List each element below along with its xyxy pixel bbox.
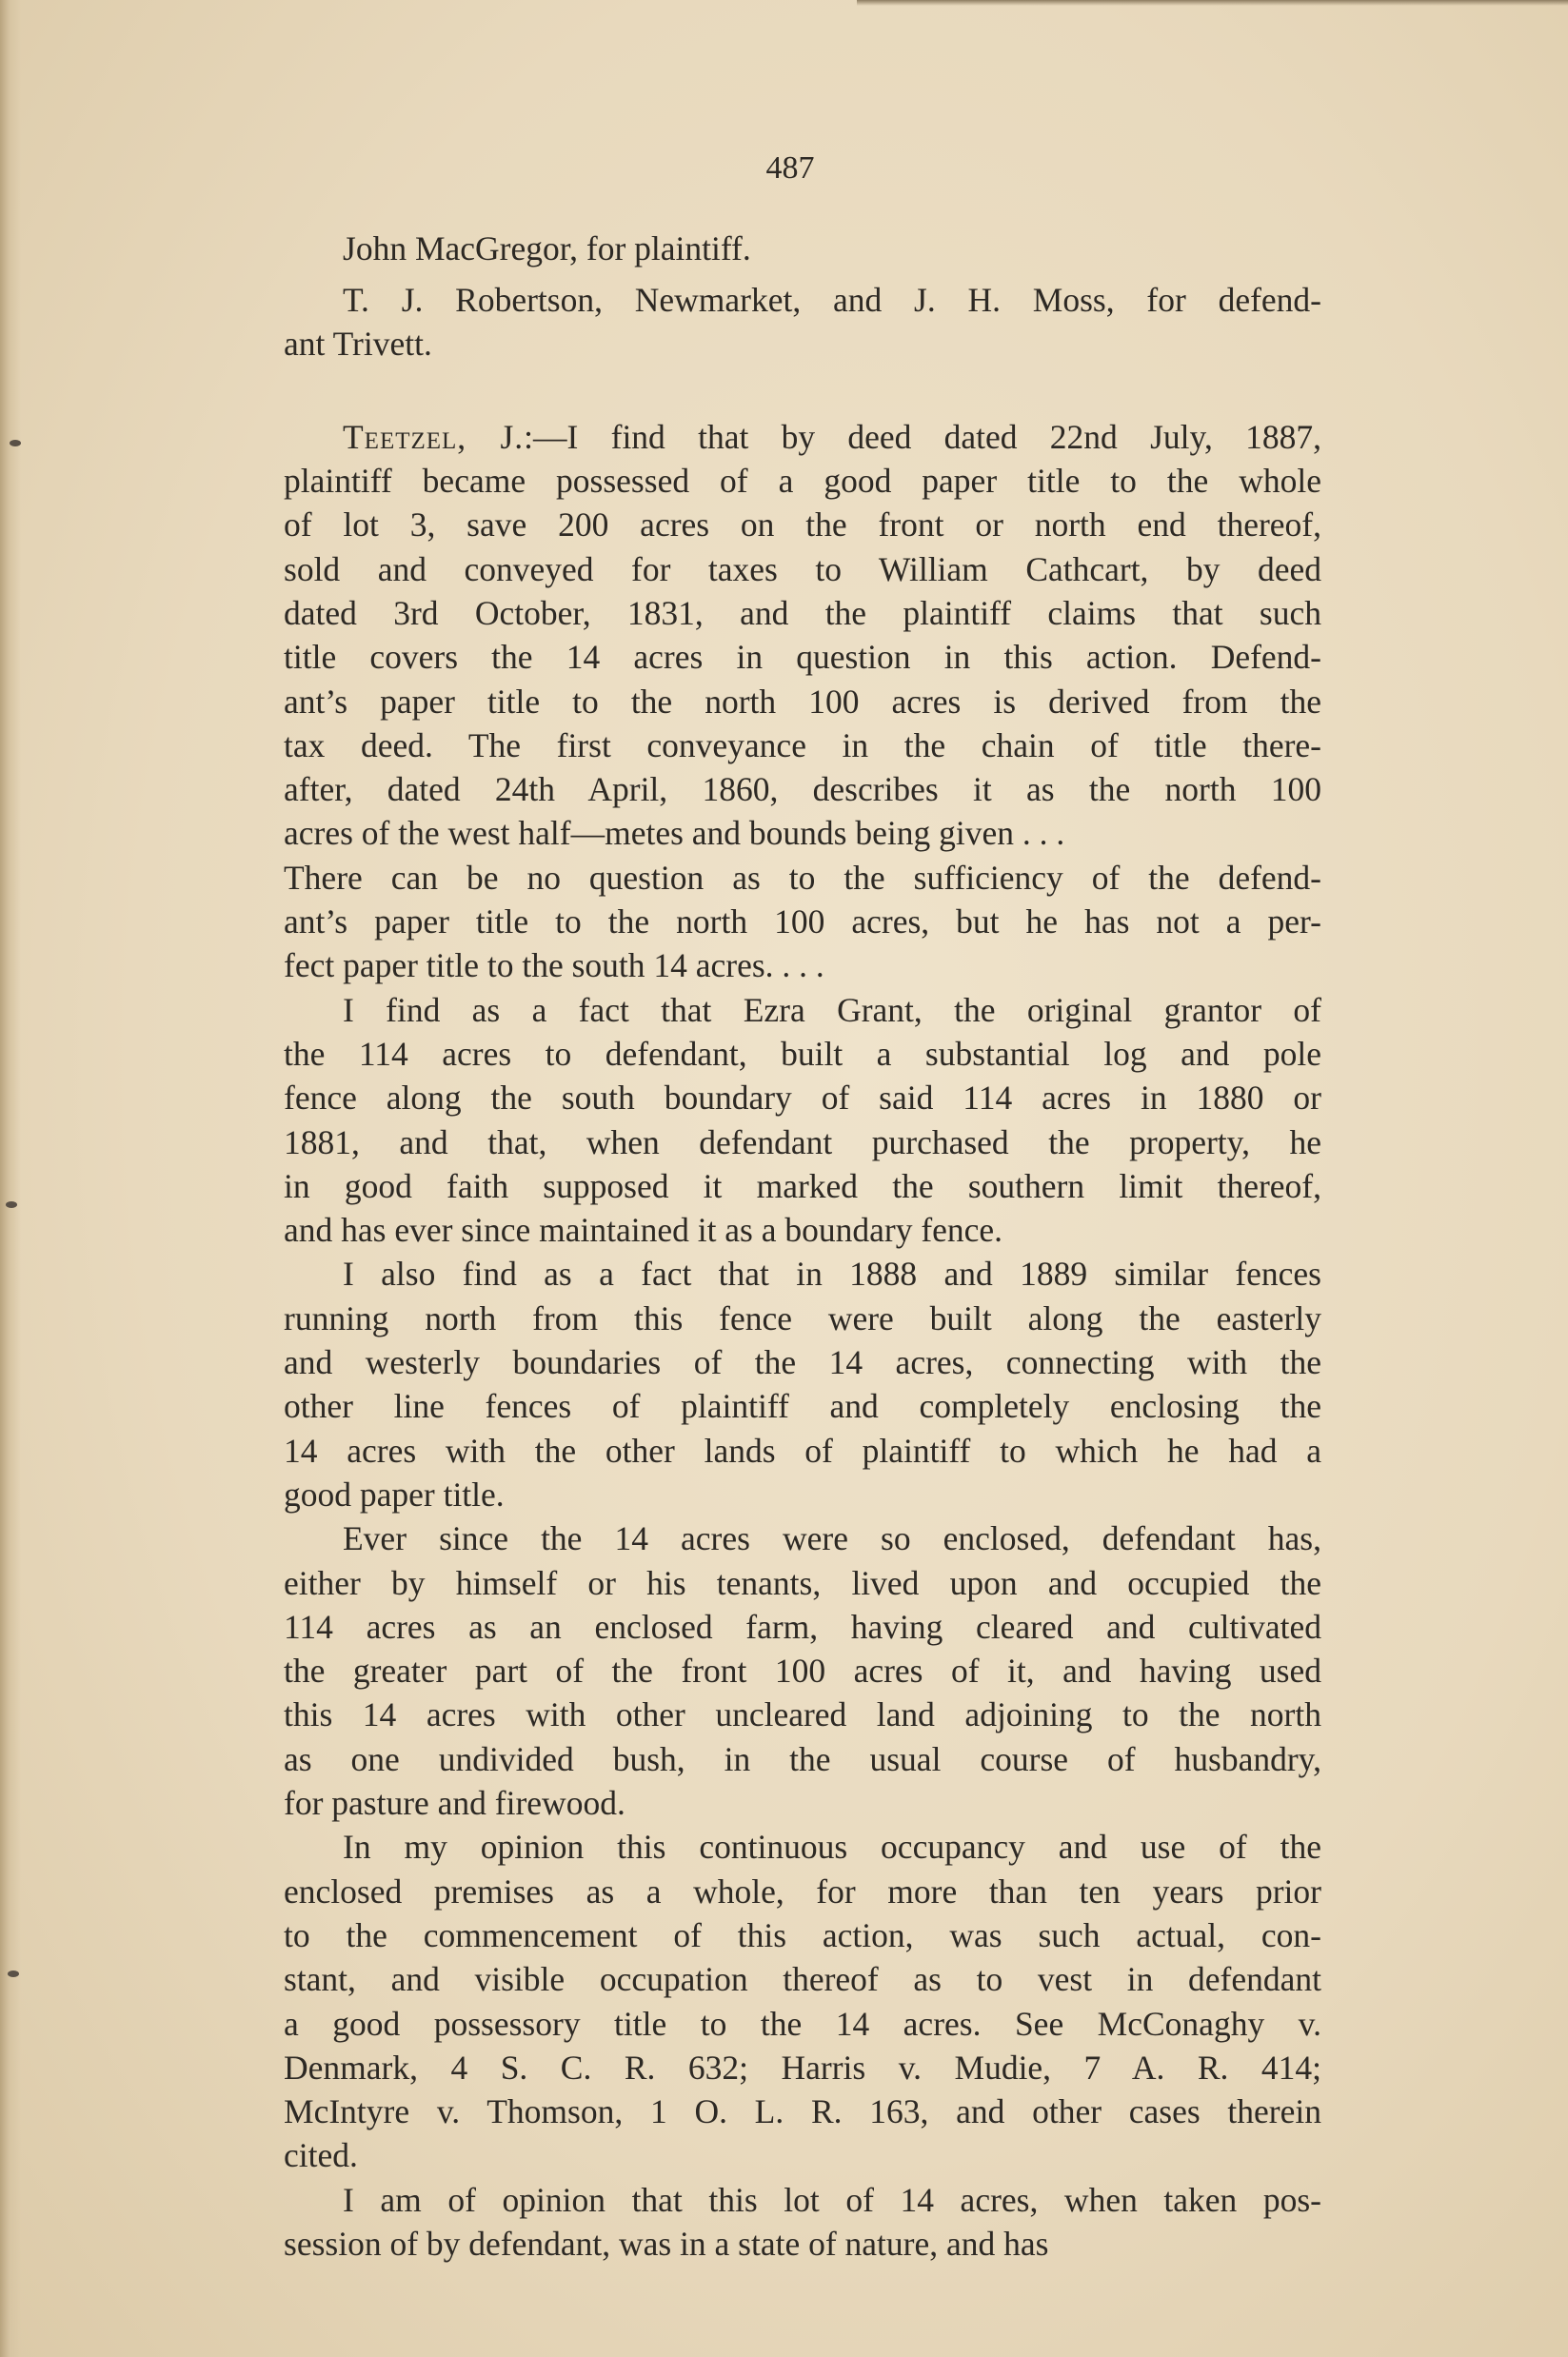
text-line: and westerly boundaries of the 14 acres, connecting with the [284, 1343, 1321, 1381]
text-line: the 114 acres to defendant, built a substantial log and pole [284, 1034, 1321, 1073]
text-line: to the commencement of this action, was such actual, con- [284, 1915, 1321, 1954]
text-line: fect paper title to the south 14 acres. . . . [284, 946, 824, 985]
text-line: Denmark, 4 S. C. R. 632; Harris v. Mudie, 7 A. R. 414; [284, 2048, 1321, 2087]
text-line: and has ever since maintained it as a boundary fence. [284, 1211, 1003, 1250]
text-line: I also find as a fact that in 1888 and 1889 similar fences [343, 1255, 1321, 1294]
text-line: 14 acres with the other lands of plaintiff to which he had a [284, 1431, 1321, 1470]
text-line: of lot 3, save 200 acres on the front or north end thereof, [284, 505, 1321, 545]
margin-mark [6, 1201, 17, 1208]
text-line: for pasture and firewood. [284, 1784, 625, 1822]
text-line: McIntyre v. Thomson, 1 O. L. R. 163, and other cases therein [284, 2092, 1321, 2131]
text-line: cited. [284, 2136, 358, 2175]
page-top-shadow [857, 0, 1568, 6]
text-line: Ever since the 14 acres were so enclosed, defendant has, [343, 1519, 1321, 1558]
text-line: plaintiff became possessed of a good paper title to the whole [284, 462, 1321, 500]
text-line: running north from this fence were built along the easterly [284, 1298, 1321, 1337]
text-line: this 14 acres with other uncleared land adjoining to the north [284, 1695, 1321, 1734]
text-line: either by himself or his tenants, lived upon and occupied the [284, 1563, 1321, 1602]
text-line: 114 acres as an enclosed farm, having cleared and cultivated [284, 1607, 1321, 1646]
text-line: 1881, and that, when defendant purchased the property, he [284, 1122, 1321, 1161]
text-line: fence along the south boundary of said 114 acres in 1880 or [284, 1079, 1321, 1118]
text-line: ant’s paper title to the north 100 acres is derived from the [284, 682, 1321, 721]
judgment-opening [343, 415, 1321, 459]
text-line: tax deed. The first conveyance in the chain of title there- [284, 725, 1321, 764]
text-line: other line fences of plaintiff and completely enclosing the [284, 1387, 1321, 1426]
text-line: stant, and visible occupation thereof as to vest in defendant [284, 1960, 1321, 1999]
text-line: enclosed premises as a whole, for more than ten years prior [284, 1872, 1321, 1911]
binding-edge [0, 0, 21, 2357]
text-line: good paper title. [284, 1475, 505, 1514]
text-line: session of by defendant, was in a state of nature, and has [284, 2225, 1049, 2263]
counsel-line-defendant-cont: ant Trivett. [284, 325, 432, 363]
text-line: in good faith supposed it marked the southern limit thereof, [284, 1166, 1321, 1205]
judgment-opening-text: :—I find that by deed dated 22nd July, 1887, [524, 418, 1321, 456]
margin-mark [10, 440, 21, 446]
judge-name: Teetzel, J. [343, 418, 525, 456]
counsel-line-defendant: T. J. Robertson, Newmarket, and J. H. Moss, for defend- [343, 281, 1321, 319]
text-line: There can be no question as to the sufficiency of the defend- [284, 858, 1321, 897]
text-line: ant’s paper title to the north 100 acres, but he has not a per- [284, 902, 1321, 941]
page-number: 487 [765, 150, 815, 186]
margin-mark [8, 1971, 19, 1977]
text-line: as one undivided bush, in the usual course of husbandry, [284, 1739, 1321, 1778]
text-line: In my opinion this continuous occupancy and use of the [343, 1828, 1321, 1867]
text-line: title covers the 14 acres in question in this action. Defend- [284, 638, 1321, 677]
text-line: a good possessory title to the 14 acres. See McConaghy v. [284, 2004, 1321, 2043]
text-line: sold and conveyed for taxes to William Cathcart, by deed [284, 549, 1321, 588]
text-line: I find as a fact that Ezra Grant, the original grantor of [343, 990, 1321, 1029]
text-line: after, dated 24th April, 1860, describes it as the north 100 [284, 770, 1321, 809]
text-line: I am of opinion that this lot of 14 acres, when taken pos- [343, 2180, 1321, 2219]
text-line: the greater part of the front 100 acres of it, and having used [284, 1652, 1321, 1691]
counsel-line-plaintiff: John MacGregor, for plaintiff. [343, 229, 751, 267]
text-line: acres of the west half—metes and bounds being given . . . [284, 814, 1065, 853]
text-line: dated 3rd October, 1831, and the plaintiff claims that such [284, 593, 1321, 632]
